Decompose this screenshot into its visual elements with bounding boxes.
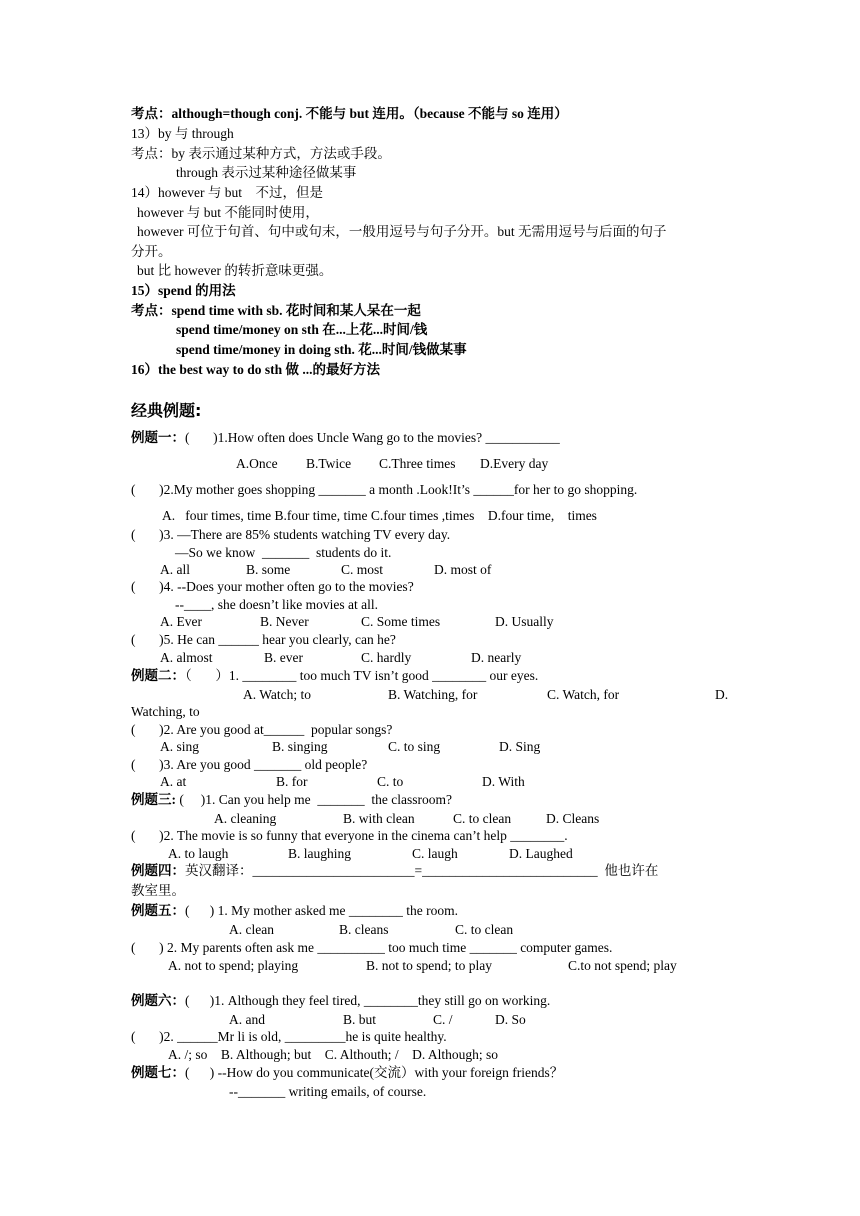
ex1-q4-option-a: A. Ever	[160, 614, 202, 629]
ex3-q1-option-b: B. with clean	[343, 811, 415, 826]
ex1-q3-option-a: A. all	[160, 562, 190, 577]
ex2-q2-option-c: C. to sing	[388, 739, 441, 754]
ex7-question-1: 例题七：( ) --How do you communicate(交流）with your foreign friends？	[131, 1065, 564, 1080]
ex1-q1-option-c: C.Three times	[379, 456, 456, 471]
ex2-question-2: ( )2. Are you good at______ popular songs?	[131, 722, 393, 737]
ex1-question-2: ( )2.My mother goes shopping _______ a month .Look!It’s ______for her to go shopping.	[131, 482, 638, 497]
ex4-translation-tail: 教室里。	[131, 883, 185, 898]
ex1-q4-option-d: D. Usually	[495, 614, 554, 629]
ex2-q1-option-a: A. Watch; to	[243, 687, 312, 702]
note-line-7: however 可位于句首、句中或句末，一般用逗号与句子分开。but 无需用逗号与后面的句子	[137, 224, 667, 239]
note-line-8: 分开。	[131, 244, 172, 259]
ex1-q5-option-d: D. nearly	[471, 650, 522, 665]
ex3-q1-option-c: C. to clean	[453, 811, 512, 826]
ex1-q1-option-d: D.Every day	[480, 456, 549, 471]
ex6-q1-option-c: C. /	[433, 1012, 453, 1027]
ex3-q1-option-d: D. Cleans	[546, 811, 600, 826]
ex1-q1-option-b: B.Twice	[306, 456, 352, 471]
ex5-question-2: ( ) 2. My parents often ask me __________ too much time _______ computer games.	[131, 940, 613, 955]
ex6-q1-option-d: D. So	[495, 1012, 526, 1027]
ex5-q1-option-a: A. clean	[229, 922, 274, 937]
ex5-q2-option-a: A. not to spend; playing	[168, 958, 299, 973]
ex2-q3-option-c: C. to	[377, 774, 404, 789]
section-title: 经典例题:	[131, 401, 202, 420]
ex1-q5-option-c: C. hardly	[361, 650, 412, 665]
ex1-question-3: ( )3. —There are 85% students watching TV every day.	[131, 527, 451, 542]
ex3-question-1: 例题三: ( )1. Can you help me _______ the classroom?	[131, 792, 452, 807]
ex3-q1-option-a: A. cleaning	[214, 811, 277, 826]
ex1-q5-option-a: A. almost	[160, 650, 213, 665]
ex3-label: 例题三:	[131, 792, 176, 807]
note-line-6: however 与 but 不能同时使用，	[137, 205, 319, 220]
ex3-q2-option-d: D. Laughed	[509, 846, 573, 861]
ex2-q1-option-c: C. Watch, for	[547, 687, 620, 702]
ex2-q2-option-b: B. singing	[272, 739, 328, 754]
ex1-q3-option-c: C. most	[341, 562, 384, 577]
ex1-label: 例题一：	[131, 430, 185, 445]
ex3-question-2: ( )2. The movie is so funny that everyone in the cinema can’t help ________.	[131, 828, 568, 843]
note-line-11: 考点：spend time with sb. 花时间和某人呆在一起	[131, 303, 421, 318]
ex1-question-4-line-2: --____, she doesn’t like movies at all.	[175, 597, 378, 612]
ex1-question-5: ( )5. He can ______ hear you clearly, can he?	[131, 632, 396, 647]
ex2-q3-option-d: D. With	[482, 774, 525, 789]
ex7-label: 例题七：	[131, 1065, 185, 1080]
ex3-q2-option-a: A. to laugh	[168, 846, 229, 861]
ex2-label: 例题二：	[131, 668, 185, 683]
ex1-q3-option-d: D. most of	[434, 562, 492, 577]
note-line-4: through 表示过某种途径做某事	[176, 165, 357, 180]
ex1-q5-option-b: B. ever	[264, 650, 303, 665]
ex2-q3-option-a: A. at	[160, 774, 187, 789]
note-line-1: 考点：although=though conj. 不能与 but 连用。（because 不能与 so 连用）	[131, 106, 568, 121]
ex6-label: 例题六：	[131, 993, 185, 1008]
ex2-q2-option-a: A. sing	[160, 739, 200, 754]
ex3-q2-option-b: B. laughing	[288, 846, 351, 861]
note-line-3: 考点：by 表示通过某种方式，方法或手段。	[131, 146, 391, 161]
ex4-label: 例题四：	[131, 863, 185, 878]
ex6-q2-options: A. /; so B. Although; but C. Althouth; / D. Although; so	[168, 1047, 499, 1062]
note-line-12: spend time/money on sth 在...上花...时间/钱	[176, 322, 428, 337]
ex6-q1-option-a: A. and	[229, 1012, 265, 1027]
ex1-question-3-line-2: —So we know _______ students do it.	[175, 545, 392, 560]
ex2-question-1: 例题二：（ ）1. ________ too much TV isn’t good ________ our eyes.	[131, 668, 539, 683]
ex4-translation: 例题四：英汉翻译：________________________=__________________________ 他也许在	[131, 863, 659, 878]
ex2-q1-option-d: D.	[715, 687, 729, 702]
ex1-question-1: 例题一：( )1.How often does Uncle Wang go to the movies? ___________	[131, 430, 560, 445]
ex1-q1-option-a: A.Once	[236, 456, 278, 471]
ex1-question-4: ( )4. --Does your mother often go to the movies?	[131, 579, 414, 594]
ex1-q4-option-b: B. Never	[260, 614, 309, 629]
ex6-question-1: 例题六：( )1. Although they feel tired, ________they still go on working.	[131, 993, 551, 1008]
note-line-2: 13）by 与 through	[131, 126, 234, 141]
ex5-q1-option-b: B. cleans	[339, 922, 389, 937]
ex2-question-3: ( )3. Are you good _______ old people?	[131, 757, 368, 772]
ex7-question-1-line-2: --_______ writing emails, of course.	[229, 1084, 427, 1099]
ex6-q1-option-b: B. but	[343, 1012, 377, 1027]
ex2-q3-option-b: B. for	[276, 774, 308, 789]
note-line-14: 16）the best way to do sth 做 ...的最好方法	[131, 362, 381, 377]
note-line-13: spend time/money in doing sth. 花...时间/钱做某事	[176, 342, 467, 357]
ex2-q2-option-d: D. Sing	[499, 739, 541, 754]
note-line-9: but 比 however 的转折意味更强。	[137, 263, 333, 278]
ex1-q2-options: A. four times, time B.four time, time C.four times ,times D.four time, times	[162, 508, 597, 523]
note-line-10: 15）spend 的用法	[131, 283, 236, 298]
ex1-q4-option-c: C. Some times	[361, 614, 441, 629]
ex1-q3-option-b: B. some	[246, 562, 291, 577]
ex5-label: 例题五：	[131, 903, 185, 918]
ex3-q2-option-c: C. laugh	[412, 846, 458, 861]
ex5-question-1: 例题五：( ) 1. My mother asked me ________ the room.	[131, 903, 458, 918]
ex6-question-2: ( )2. ______Mr li is old, _________he is quite healthy.	[131, 1029, 447, 1044]
ex5-q1-option-c: C. to clean	[455, 922, 514, 937]
ex2-q1-option-d-text: Watching, to	[131, 704, 200, 719]
ex5-q2-option-b: B. not to spend; to play	[366, 958, 492, 973]
ex2-q1-option-b: B. Watching, for	[388, 687, 478, 702]
ex5-q2-option-c: C.to not spend; play	[568, 958, 677, 973]
note-line-5: 14）however 与 but 不过，但是	[131, 185, 323, 200]
